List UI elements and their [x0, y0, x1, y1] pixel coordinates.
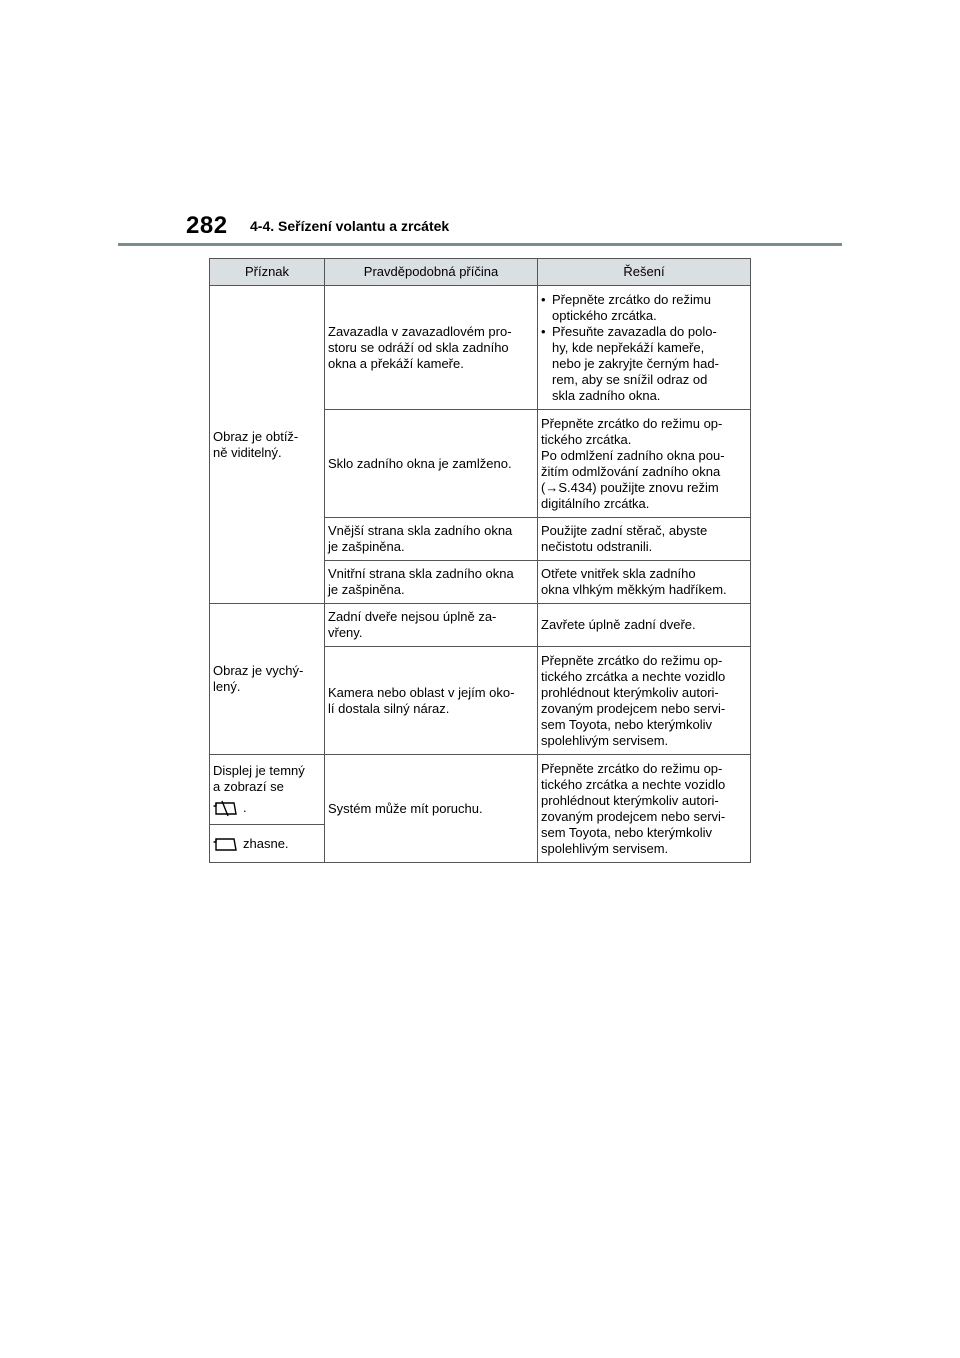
- mirror-icon: [213, 835, 239, 853]
- text-line: Přepněte zrcátko do režimu op-: [541, 415, 723, 431]
- text-line: spolehlivým servisem.: [541, 840, 669, 856]
- text-line: Otřete vnitřek skla zadního: [541, 566, 696, 581]
- solution-cell: [538, 755, 751, 863]
- text-line: Obraz je obtíž-: [213, 428, 299, 444]
- text-line: žitím odmlžování zadního okna: [541, 463, 721, 479]
- page-number: 282: [186, 212, 228, 239]
- text-line: storu se odráží od skla zadního: [328, 339, 509, 355]
- solution-cell: [538, 286, 751, 410]
- symptom-cell: [210, 755, 325, 825]
- cause-cell: [325, 410, 538, 518]
- text-line: tického zrcátka a nechte vozidlo: [541, 776, 726, 792]
- text-line: tického zrcátka a nechte vozidlo: [541, 668, 726, 684]
- text-line: nečistotu odstranili.: [541, 539, 653, 554]
- bullet-dot: •: [541, 291, 546, 307]
- text-line: Přepněte zrcátko do režimu: [552, 291, 711, 307]
- text-line: Po odmlžení zadního okna pou-: [541, 447, 725, 463]
- text-line: okna vlhkým měkkým hadříkem.: [541, 582, 727, 597]
- text-line: sem Toyota, nebo kterýmkoliv: [541, 716, 712, 732]
- text-line: zovaným prodejcem nebo servi-: [541, 700, 726, 716]
- symptom-cell: [210, 286, 325, 604]
- table-row: [210, 286, 751, 410]
- symbol-suffix: .: [243, 799, 247, 815]
- bullet-item: [541, 324, 747, 404]
- text-line: Systém může mít poruchu.: [328, 800, 483, 816]
- text-line: nebo je zakryjte černým had-: [552, 355, 719, 371]
- section-title: 4-4. Seřízení volantu a zrcátek: [250, 218, 450, 234]
- text-line: Obraz je vychý-: [213, 663, 304, 678]
- text-line: Přepněte zrcátko do režimu op-: [541, 652, 723, 668]
- text-line: tického zrcátka.: [541, 431, 632, 447]
- symptom-cell: [210, 604, 325, 755]
- table-header-row: [210, 259, 751, 286]
- cause-cell: [325, 518, 538, 561]
- text-line: Kamera nebo oblast v jejím oko-: [328, 684, 515, 700]
- text-line: (→S.434) použijte znovu režim: [541, 479, 719, 495]
- table-row: [210, 604, 751, 647]
- text-line: Zavřete úplně zadní dveře.: [541, 617, 696, 632]
- text-line: sem Toyota, nebo kterýmkoliv: [541, 824, 712, 840]
- column-header-symptom: Příznak: [210, 259, 325, 286]
- troubleshooting-table: [209, 258, 751, 863]
- text-line: Zavazadla v zavazadlovém pro-: [328, 323, 512, 339]
- text-line: rem, aby se snížil odraz od: [552, 371, 708, 387]
- text-line: lený.: [213, 679, 241, 694]
- text-line: je zašpiněna.: [328, 582, 405, 597]
- text-line: Zadní dveře nejsou úplně za-: [328, 609, 497, 624]
- text-line: lí dostala silný náraz.: [328, 700, 450, 716]
- solution-cell: [538, 518, 751, 561]
- header-rule: [118, 243, 842, 246]
- column-header-cause: Pravděpodobná příčina: [325, 259, 538, 286]
- text-line: prohlédnout kterýmkoliv autori-: [541, 792, 719, 808]
- text-line: Vnitřní strana skla zadního okna: [328, 566, 514, 581]
- solution-cell: [538, 410, 751, 518]
- text-line: ně viditelný.: [213, 444, 282, 460]
- cause-cell: [325, 647, 538, 755]
- text-line: a zobrazí se: [213, 778, 284, 794]
- symbol-line: [213, 799, 321, 817]
- bullet-dot: •: [541, 323, 546, 339]
- cause-cell: [325, 604, 538, 647]
- text-line: Přepněte zrcátko do režimu op-: [541, 760, 723, 776]
- text-line: Použijte zadní stěrač, abyste: [541, 523, 708, 538]
- text-line: Displej je temný: [213, 762, 305, 778]
- solution-cell: [538, 647, 751, 755]
- text-line: optického zrcátka.: [552, 307, 657, 323]
- text-line: je zašpiněna.: [328, 539, 405, 554]
- text-line: Sklo zadního okna je zamlženo.: [328, 455, 512, 471]
- text-line: skla zadního okna.: [552, 387, 661, 403]
- table-row: [210, 755, 751, 825]
- cause-cell: [325, 755, 538, 863]
- text-line: spolehlivým servisem.: [541, 732, 669, 748]
- symptom-cell: [210, 825, 325, 863]
- text-line: Přesuňte zavazadla do polo-: [552, 323, 717, 339]
- symbol-suffix: zhasne.: [243, 835, 289, 851]
- cause-cell: [325, 286, 538, 410]
- text-line: okna a překáží kameře.: [328, 355, 464, 371]
- cause-cell: [325, 561, 538, 604]
- text-line: prohlédnout kterýmkoliv autori-: [541, 684, 719, 700]
- column-header-solution: Řešení: [538, 259, 751, 286]
- mirror-malfunction-icon: [213, 799, 239, 817]
- symbol-line: [213, 835, 321, 853]
- text-line: digitálního zrcátka.: [541, 495, 650, 511]
- bullet-item: [541, 292, 747, 324]
- text-line: hy, kde nepřekáží kameře,: [552, 339, 705, 355]
- solution-cell: [538, 561, 751, 604]
- text-line: Vnější strana skla zadního okna: [328, 523, 513, 538]
- solution-cell: [538, 604, 751, 647]
- text-line: vřeny.: [328, 625, 363, 640]
- text-line: zovaným prodejcem nebo servi-: [541, 808, 726, 824]
